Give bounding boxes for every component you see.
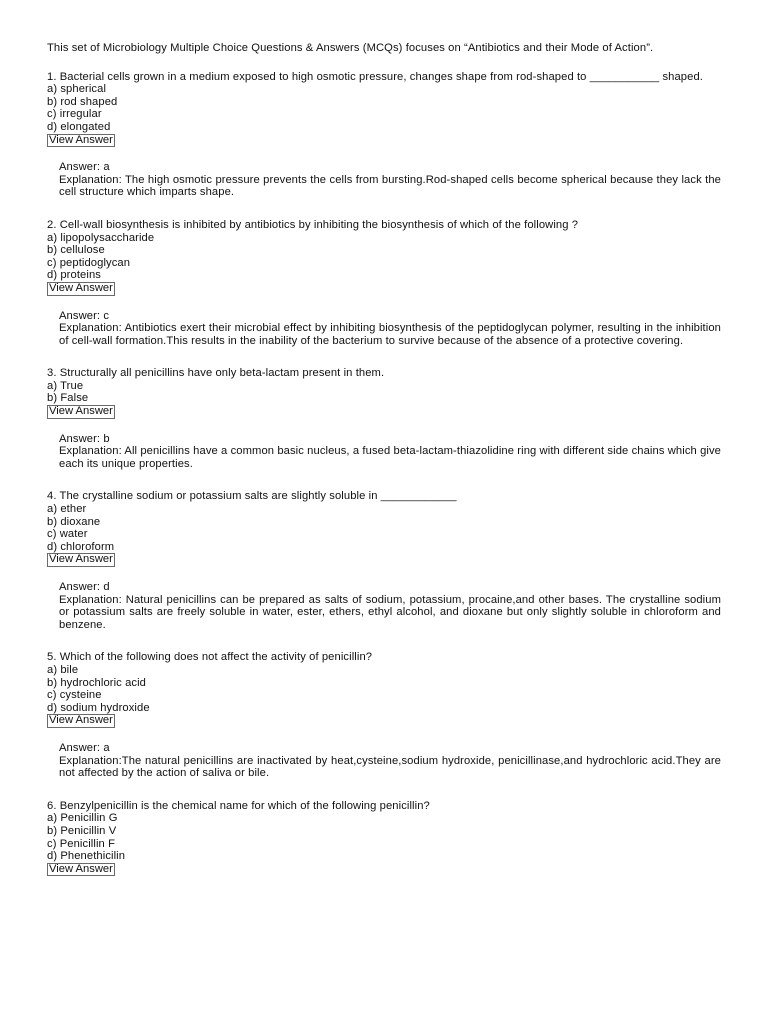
option-a: a) bile — [47, 663, 79, 676]
answer-label: Answer: a — [59, 161, 110, 174]
explanation-text: Explanation:The natural penicillins are inactivated by heat,cysteine,sodium hydroxide, penicillinase,and hydrochloric acid.They are not affected by the action of saliva or bile. — [59, 754, 721, 780]
option-b: b) False — [47, 392, 89, 405]
option-c: c) cysteine — [47, 689, 102, 702]
view-answer-button[interactable]: View Answer — [49, 862, 113, 875]
question-text: 2. Cell-wall biosynthesis is inhibited by antibiotics by inhibiting the biosynthesis of which of the following ? — [47, 218, 579, 231]
view-answer-button[interactable]: View Answer — [49, 281, 113, 294]
question-item-4 — [47, 490, 721, 631]
options-list — [47, 232, 721, 282]
explanation-text: Explanation: The high osmotic pressure prevents the cells from bursting.Rod-shaped cells become spherical because they lack the cell structure which imparts shape. — [59, 173, 721, 199]
answer-label: Answer: d — [59, 581, 110, 593]
view-answer-button[interactable]: View Answer — [49, 405, 113, 418]
option-c: c) irregular — [47, 108, 102, 121]
option-c: c) water — [47, 528, 88, 541]
answer-block — [59, 742, 721, 780]
view-answer-button[interactable]: View Answer — [49, 133, 113, 146]
option-d: d) Phenethicilin — [47, 850, 126, 863]
question-text: 1. Bacterial cells grown in a medium exposed to high osmotic pressure, changes shape from rod-shaped to ___________ shaped. — [47, 70, 703, 83]
options-list — [47, 664, 721, 714]
answer-block — [59, 433, 721, 471]
question-text: 4. The crystalline sodium or potassium salts are slightly soluble in ____________ — [47, 490, 457, 503]
option-d: d) sodium hydroxide — [47, 701, 150, 714]
answer-block — [59, 161, 721, 199]
option-b: b) rod shaped — [47, 95, 118, 108]
option-b: b) cellulose — [47, 244, 105, 257]
question-item-6 — [47, 800, 721, 877]
option-b: b) dioxane — [47, 515, 101, 528]
option-c: c) Penicillin F — [47, 837, 116, 850]
view-answer-button[interactable]: View Answer — [49, 714, 113, 727]
explanation-text: Explanation: All penicillins have a common basic nucleus, a fused beta-lactam-thiazolidine ring with different side chains which give each its unique properties. — [59, 445, 721, 470]
explanation-text: Explanation: Natural penicillins can be prepared as salts of sodium, potassium, procaine,and other bases. The crystalline sodium or potassium salts are freely soluble in water, ester, ethers, ethyl alcohol, and dioxane but only slightly soluble in chloroform and benzene. — [59, 593, 721, 631]
option-a: a) Penicillin G — [47, 812, 118, 825]
answer-block — [59, 581, 721, 631]
option-d: d) chloroform — [47, 540, 115, 553]
answer-label: Answer: a — [59, 741, 110, 754]
question-item-5 — [47, 651, 721, 779]
option-b: b) hydrochloric acid — [47, 676, 147, 689]
options-list — [47, 83, 721, 133]
options-list — [47, 812, 721, 862]
question-text: 5. Which of the following does not affect the activity of penicillin? — [47, 651, 373, 664]
answer-block — [59, 310, 721, 348]
option-a: a) spherical — [47, 83, 107, 96]
option-c: c) peptidoglycan — [47, 256, 131, 269]
question-item-1 — [47, 71, 721, 199]
question-text: 3. Structurally all penicillins have only beta-lactam present in them. — [47, 367, 385, 380]
answer-label: Answer: c — [59, 309, 110, 322]
option-a: a) True — [47, 379, 84, 392]
explanation-text: Explanation: Antibiotics exert their microbial effect by inhibiting biosynthesis of the peptidoglycan polymer, resulting in the inhibition of cell-wall formation.This results in the inability of the bacterium to survive because of the absence of a protective covering. — [59, 322, 721, 347]
question-text: 6. Benzylpenicillin is the chemical name for which of the following penicillin? — [47, 799, 430, 812]
option-b: b) Penicillin V — [47, 824, 117, 837]
question-item-3 — [47, 367, 721, 470]
view-answer-button[interactable]: View Answer — [49, 553, 113, 566]
intro-text: This set of Microbiology Multiple Choice Questions & Answers (MCQs) focuses on “Antibiotics and their Mode of Action”. — [47, 42, 654, 54]
option-d: d) proteins — [47, 269, 101, 282]
option-d: d) elongated — [47, 120, 111, 133]
options-list — [47, 380, 721, 405]
option-a: a) lipopolysaccharide — [47, 231, 155, 244]
option-a: a) ether — [47, 503, 87, 516]
options-list — [47, 503, 721, 553]
answer-label: Answer: b — [59, 432, 110, 445]
question-item-2 — [47, 219, 721, 347]
